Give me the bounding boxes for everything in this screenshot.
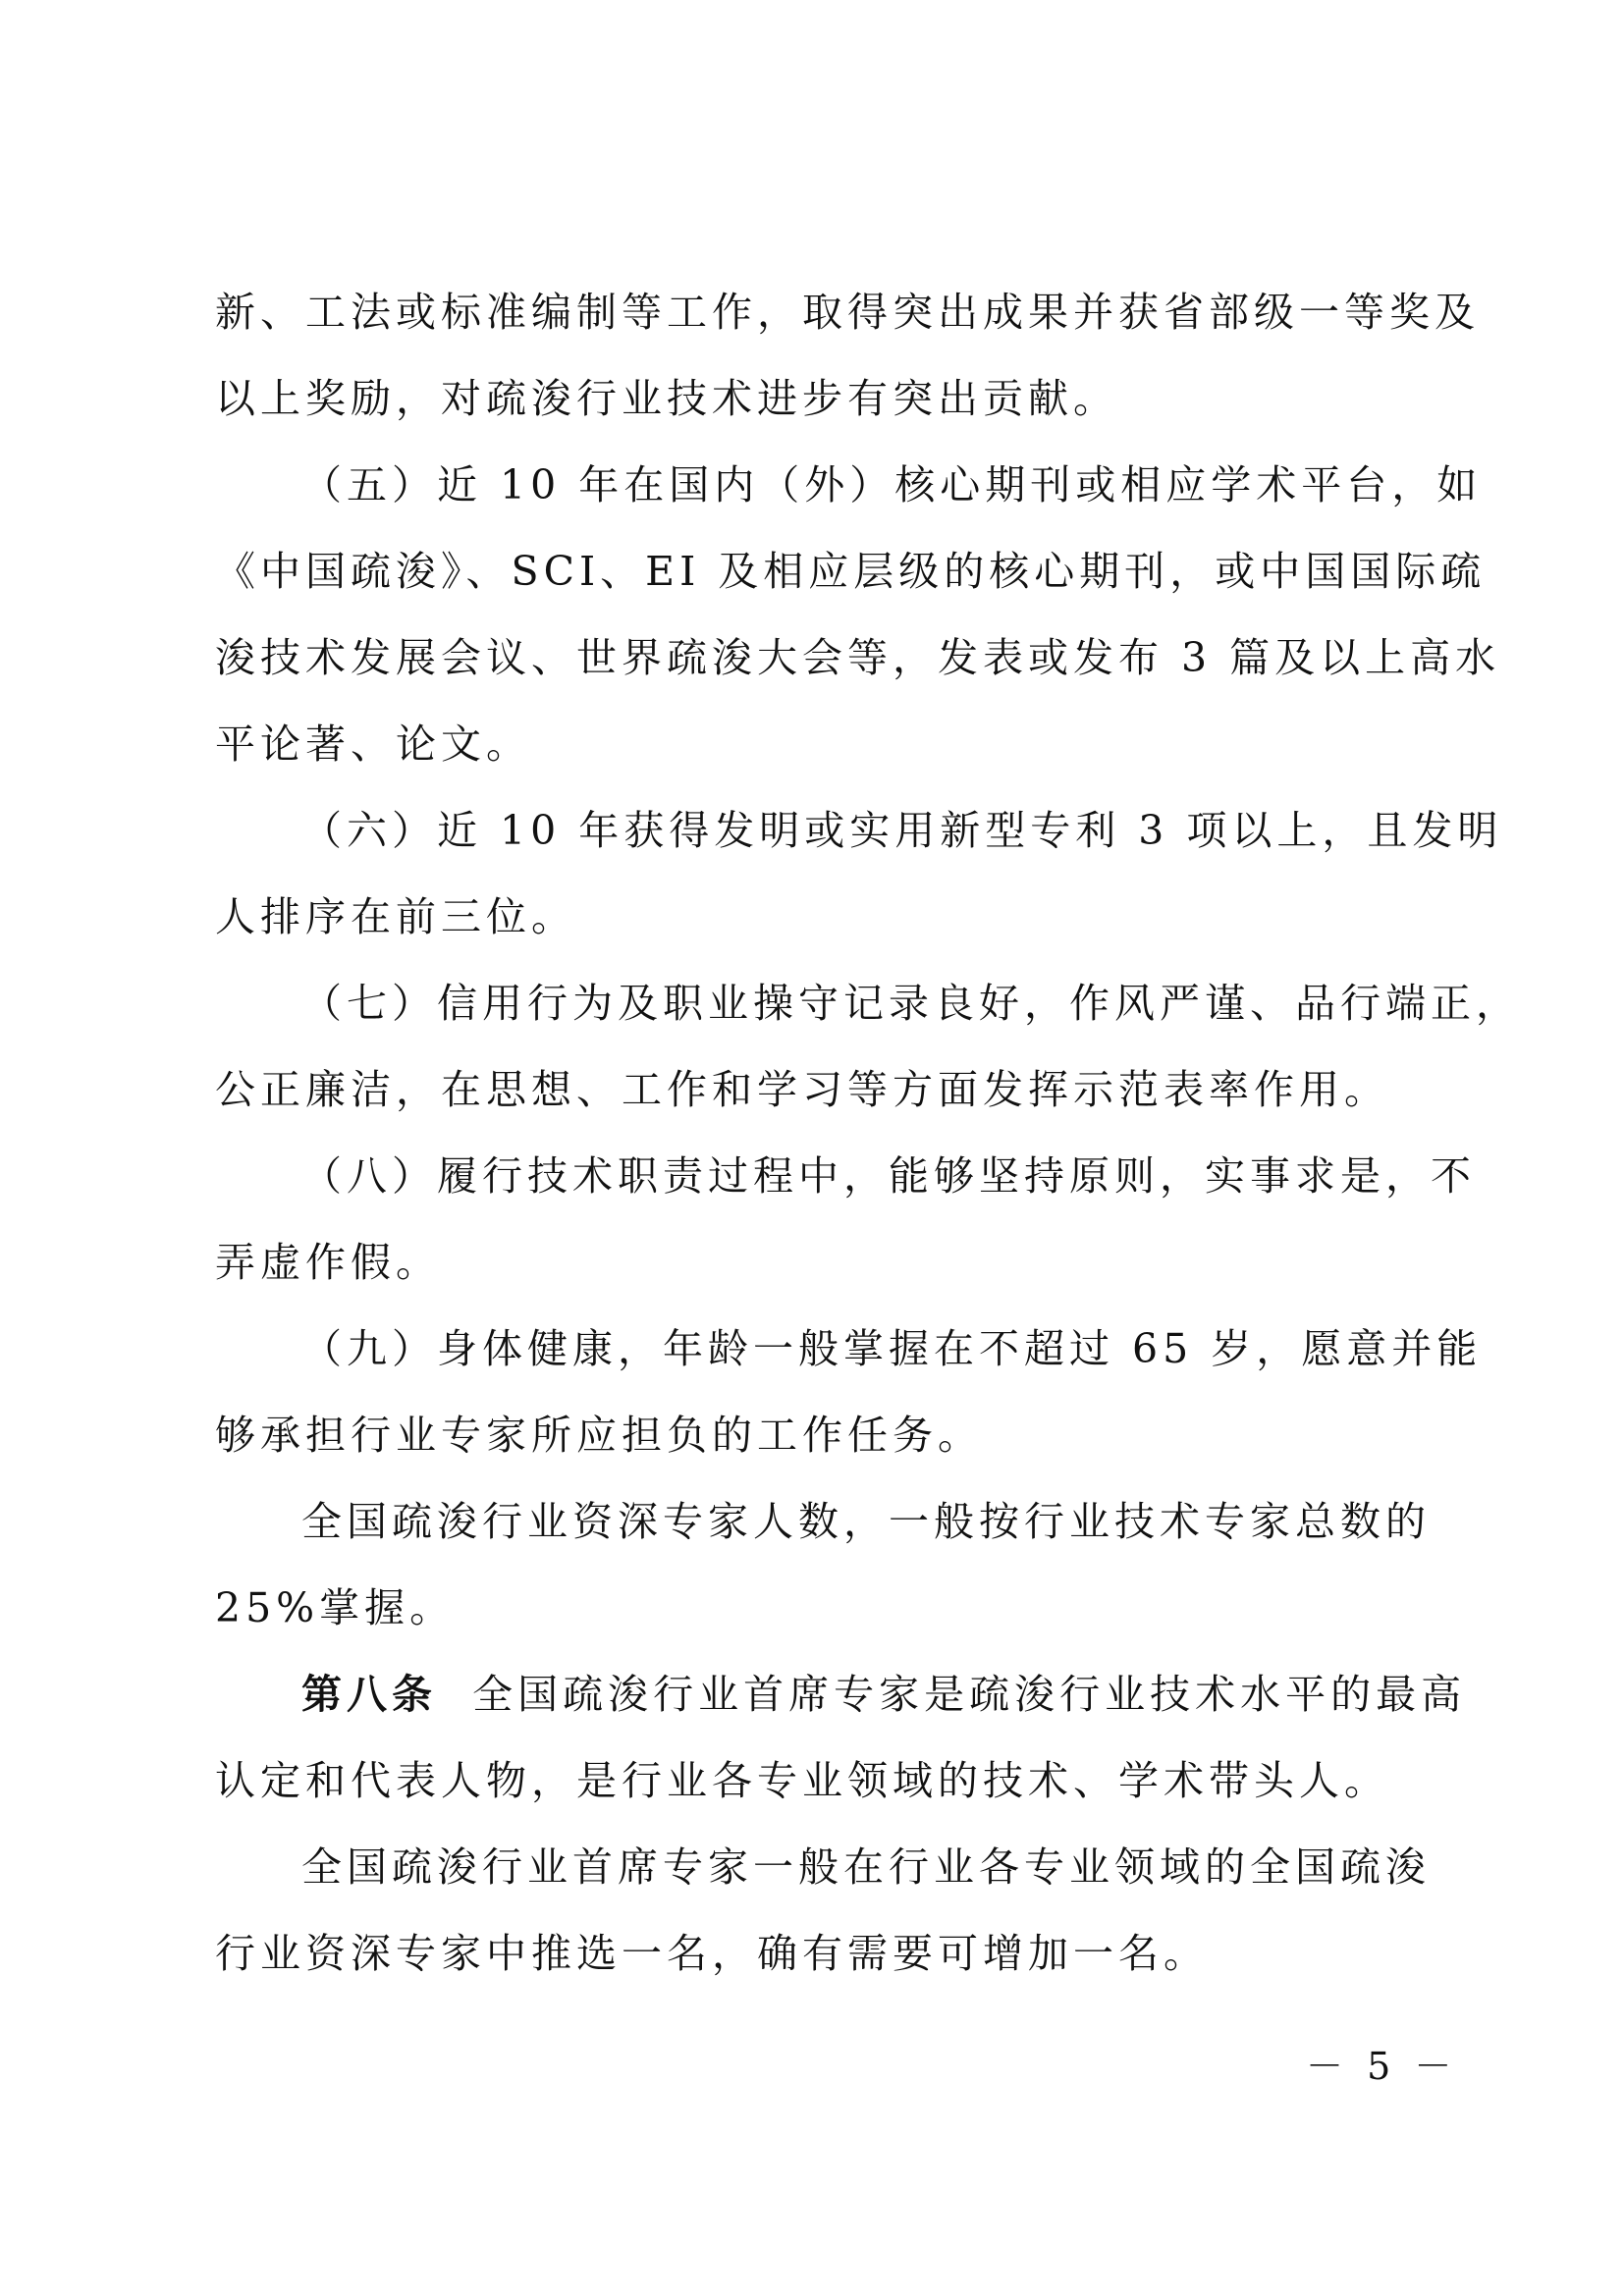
article-8-text: 全国疏浚行业首席专家是疏浚行业技术水平的最高	[472, 1671, 1467, 1718]
article-heading: 第八条	[301, 1671, 437, 1718]
paragraph-line: （六）近 10 年获得发明或实用新型专利 3 项以上，且发明	[301, 807, 1503, 854]
paragraph-line: 全国疏浚行业首席专家一般在行业各专业领域的全国疏浚	[301, 1843, 1431, 1891]
page-number: － 5 －	[1306, 2045, 1458, 2088]
paragraph-line: 认定和代表人物，是行业各专业领域的技术、学术带头人。	[215, 1757, 1389, 1804]
paragraph-line: 全国疏浚行业资深专家人数，一般按行业技术专家总数的	[301, 1498, 1431, 1545]
paragraph-line: 公正廉洁，在思想、工作和学习等方面发挥示范表率作用。	[215, 1066, 1389, 1113]
paragraph-line: 平论著、论文。	[215, 721, 531, 768]
paragraph-line: 弄虚作假。	[215, 1239, 441, 1286]
paragraph-line: 人排序在前三位。	[215, 893, 576, 940]
paragraph-line: 《中国疏浚》、SCI、EI 及相应层级的核心期刊，或中国国际疏	[215, 548, 1487, 595]
paragraph-line: 浚技术发展会议、世界疏浚大会等，发表或发布 3 篇及以上高水	[215, 634, 1501, 681]
paragraph-line: 25%掌握。	[215, 1584, 456, 1631]
article-8-separator	[437, 1671, 472, 1718]
paragraph-line: 新、工法或标准编制等工作，取得突出成果并获省部级一等奖及	[215, 289, 1480, 336]
paragraph-line: （八）履行技术职责过程中，能够坚持原则，实事求是，不	[301, 1152, 1476, 1200]
paragraph-line: 以上奖励，对疏浚行业技术进步有突出贡献。	[215, 375, 1118, 422]
paragraph-line: 行业资深专家中推选一名，确有需要可增加一名。	[215, 1930, 1209, 1977]
paragraph-line: （五）近 10 年在国内（外）核心期刊或相应学术平台，如	[301, 461, 1483, 508]
paragraph-line: （七）信用行为及职业操守记录良好，作风严谨、品行端正，	[301, 980, 1521, 1027]
paragraph-line: （九）身体健康，年龄一般掌握在不超过 65 岁，愿意并能	[301, 1325, 1483, 1372]
article-8-line	[301, 1665, 1467, 1724]
paragraph-line: 够承担行业专家所应担负的工作任务。	[215, 1412, 983, 1459]
